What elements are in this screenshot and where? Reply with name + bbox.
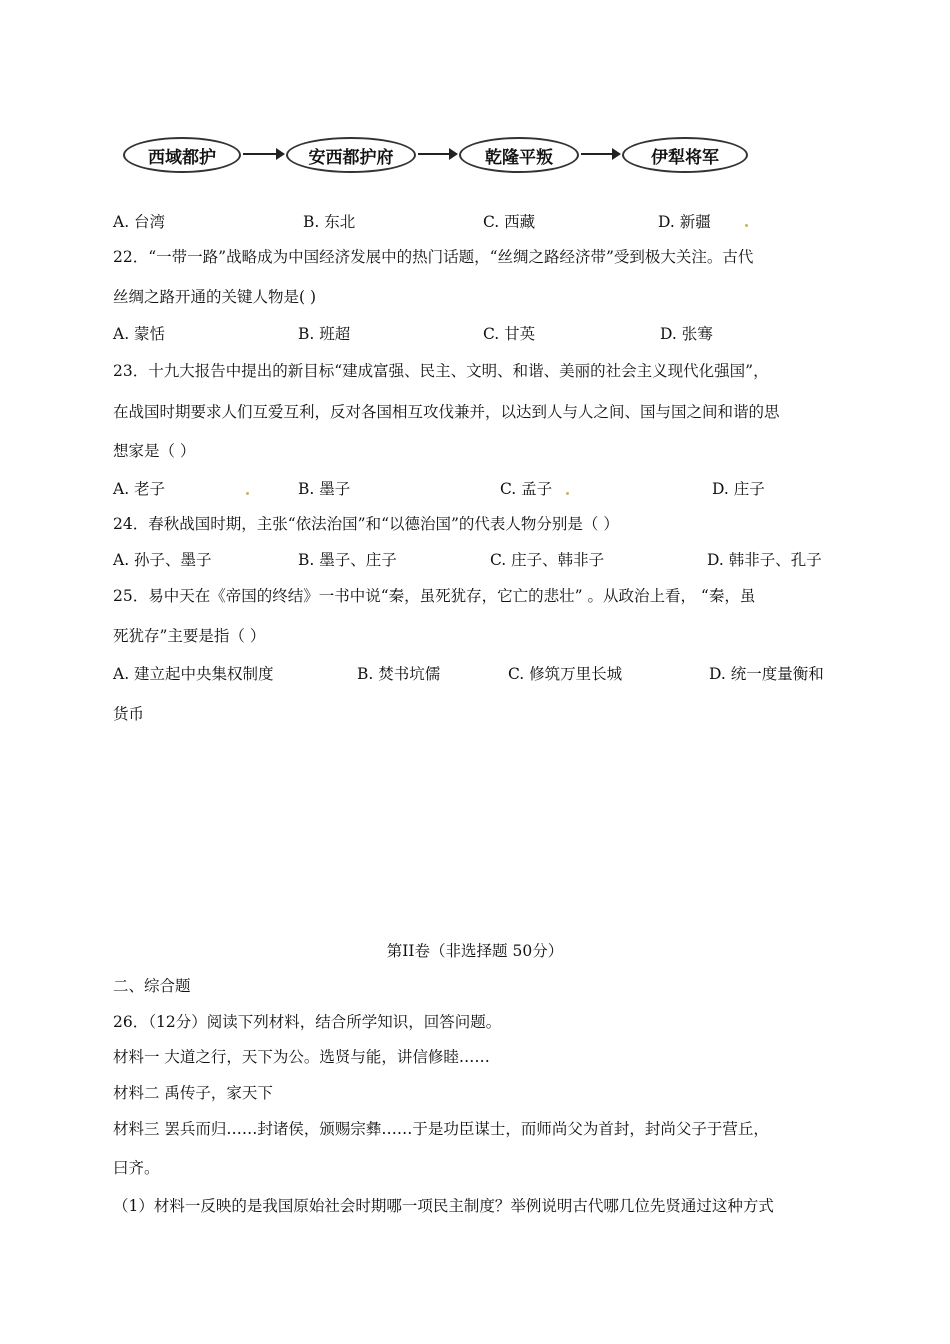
q26-material-3-line1: 材料三 罢兵而归……封诸侯，颁赐宗彝……于是功臣谋士，而师尚父为首封，封尚父子于营丘，: [113, 1120, 769, 1138]
q25-option-d: D. 统一度量衡和: [709, 665, 824, 683]
q23-stem-line2: 在战国时期要求人们互爱互利，反对各国相互攻伐兼并，以达到人与人之间、国与国之间和谐的思: [113, 403, 780, 421]
q24-stem-line1: 24．春秋战国时期，主张“依法治国”和“以德治国”的代表人物分别是（ ）: [113, 515, 619, 533]
stray-mark: [566, 492, 569, 495]
q25-option-d-wrap: 货币: [113, 705, 145, 723]
q25-option-b: B. 焚书坑儒: [357, 665, 441, 683]
q23-option-b: B. 墨子: [298, 480, 351, 498]
flow-arrow-1: [243, 153, 283, 155]
q23-option-d: D. 庄子: [712, 480, 765, 498]
stray-mark: [745, 224, 748, 227]
q24-option-b: B. 墨子、庄子: [298, 551, 397, 569]
q26-material-2: 材料二 禹传子，家天下: [113, 1084, 273, 1102]
q22-option-c: C. 甘英: [483, 325, 536, 343]
q23-option-a: A. 老子: [113, 480, 166, 498]
flow-arrow-3: [581, 153, 619, 155]
flow-arrow-2: [418, 153, 456, 155]
q25-stem-line2: 死犹存”主要是指（ ）: [113, 627, 266, 645]
flow-node-3: 乾隆平叛: [459, 137, 579, 173]
flow-node-1: 西域都护: [123, 137, 241, 173]
q23-stem-line1: 23．十九大报告中提出的新目标“建成富强、民主、文明、和谐、美丽的社会主义现代化强国”，: [113, 362, 769, 380]
flow-node-2: 安西都护府: [286, 137, 416, 173]
q26-intro: 26．（12分）阅读下列材料，结合所学知识，回答问题。: [113, 1013, 502, 1031]
q21-option-a: A. 台湾: [113, 213, 166, 231]
stray-mark: [246, 492, 249, 495]
q21-option-b: B. 东北: [303, 213, 356, 231]
q22-stem-line1: 22．“一带一路”战略成为中国经济发展中的热门话题，“丝绸之路经济带”受到极大关注。古代: [113, 248, 754, 266]
q22-option-b: B. 班超: [298, 325, 351, 343]
q21-option-d: D. 新疆: [658, 213, 711, 231]
q22-stem-line2: 丝绸之路开通的关键人物是( ): [113, 288, 317, 306]
flow-node-4: 伊犁将军: [622, 137, 748, 173]
q22-option-d: D. 张骞: [660, 325, 713, 343]
section-title: 第II卷（非选择题 50分）: [386, 942, 564, 960]
q26-material-3-line2: 曰齐。: [113, 1159, 160, 1177]
q25-option-c: C. 修筑万里长城: [508, 665, 623, 683]
q25-option-a: A. 建立起中央集权制度: [113, 665, 274, 683]
q23-stem-line3: 想家是（ ）: [113, 442, 196, 460]
q26-subquestion-1: （1）材料一反映的是我国原始社会时期哪一项民主制度？举例说明古代哪几位先贤通过这种方式: [113, 1197, 774, 1215]
q26-material-1: 材料一 大道之行，天下为公。选贤与能，讲信修睦……: [113, 1048, 490, 1066]
q22-option-a: A. 蒙恬: [113, 325, 166, 343]
q24-option-d: D. 韩非子、孔子: [707, 551, 822, 569]
q23-option-c: C. 孟子: [500, 480, 553, 498]
q24-option-c: C. 庄子、韩非子: [490, 551, 605, 569]
q25-stem-line1: 25．易中天在《帝国的终结》一书中说“秦，虽死犹存，它亡的悲壮” 。从政治上看， “秦，虽: [113, 587, 756, 605]
section-heading: 二、综合题: [113, 977, 191, 995]
q24-option-a: A. 孙子、墨子: [113, 551, 212, 569]
flow-diagram: [120, 132, 760, 182]
q21-option-c: C. 西藏: [483, 213, 536, 231]
